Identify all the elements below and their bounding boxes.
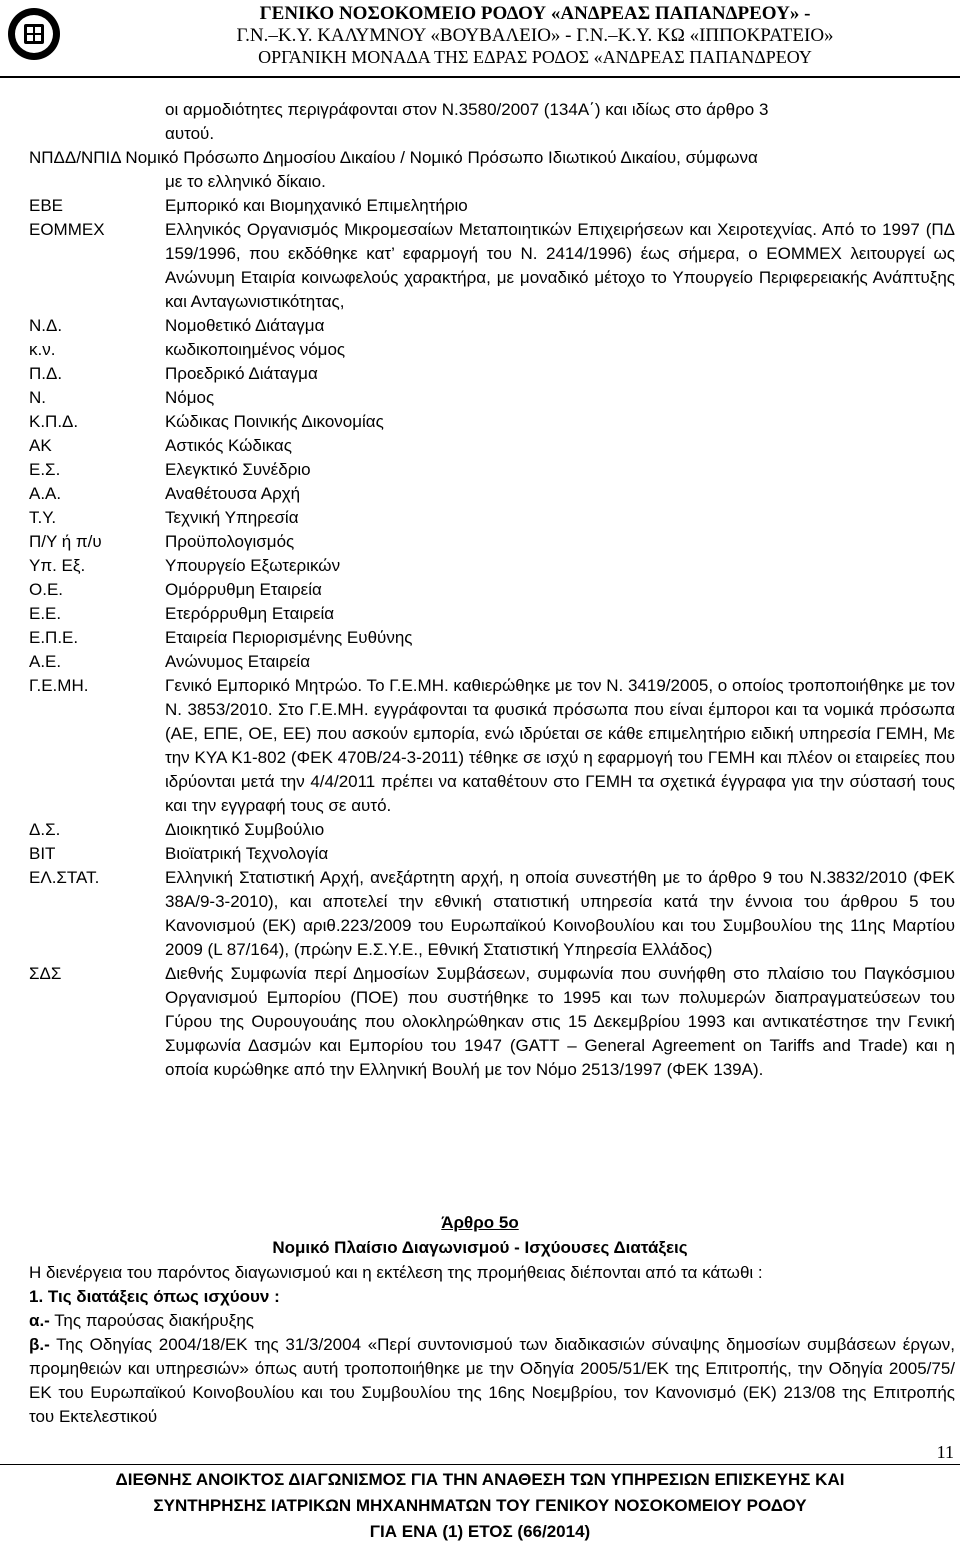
abbr-term: Ε.Ε. xyxy=(29,604,62,623)
abbr-row xyxy=(0,386,960,410)
abbr-definition-cont: με το ελληνικό δίκαιο. xyxy=(165,172,326,191)
abbr-term: Τ.Υ. xyxy=(29,508,57,527)
abbr-term: ΕΒΕ xyxy=(29,196,64,215)
abbr-row xyxy=(0,458,960,482)
abbr-term: ΕΟΜΜΕΧ xyxy=(29,220,105,239)
article-number: Άρθρο 5ο xyxy=(441,1213,519,1232)
abbr-row xyxy=(0,578,960,602)
footer-line-1: ΔΙΕΘΝΗΣ ΑΝΟΙΚΤΟΣ ΔΙΑΓΩΝΙΣΜΟΣ ΓΙΑ ΤΗΝ ΑΝΑΘΕΣΗ ΤΩΝ ΥΠΗΡΕΣΙΩΝ ΕΠΙΣΚΕΥΗΣ ΚΑΙ xyxy=(115,1470,845,1489)
abbr-term: ΣΔΣ xyxy=(29,964,62,983)
abbr-row xyxy=(0,410,960,434)
abbr-term: Γ.Ε.ΜΗ. xyxy=(29,676,89,695)
abbr-term: ΕΛ.ΣΤΑΤ. xyxy=(29,868,100,887)
abbr-definition: Υπουργείο Εξωτερικών xyxy=(165,556,341,575)
item-a-label: α.- xyxy=(29,1311,50,1330)
abbr-definition: Νομικό Πρόσωπο Δημοσίου Δικαίου / Νομικό Πρόσωπο Ιδιωτικού Δικαίου, σύμφωνα xyxy=(125,148,758,167)
article-body xyxy=(29,1261,955,1429)
article-title: Νομικό Πλαίσιο Διαγωνισμού - Ισχύουσες Διατάξεις xyxy=(272,1238,688,1257)
abbr-definition: Αστικός Κώδικας xyxy=(165,436,292,455)
item-a-text: Της παρούσας διακήρυξης xyxy=(49,1311,254,1330)
abbr-definition: Βιοϊατρική Τεχνολογία xyxy=(165,844,329,863)
abbr-term: Υπ. Εξ. xyxy=(29,556,86,575)
abbr-term: ΝΠΔΔ/ΝΠΙΔ xyxy=(29,148,121,167)
abbr-term: Ο.Ε. xyxy=(29,580,64,599)
abbr-row xyxy=(0,218,960,314)
abbr-term: Π.Δ. xyxy=(29,364,63,383)
abbr-definition: Διεθνής Συμφωνία περί Δημοσίων Συμβάσεων, συμφωνία που συνήφθη στο πλαίσιο του Παγκόσμιου Οργανισμού Εμπορίου (ΠΟΕ) που συστήθηκε το 1995 και των πολυμερών διαπραγματεύσεων του Γύρου της Ουρουγουάης που ολοκληρώθηκαν στις 15 Δεκεμβρίου 1993 και αντικατέστησε την Γενική Συμφωνία Δασμών και Εμπορίου του 1947 (GATT – General Agreement on Tariffs and Trade) και η οποία κυρώθηκε από την Ελληνική Βουλή με τον Νόμο 2513/1997 (ΦΕΚ 139Α). xyxy=(165,964,955,1079)
footer-divider xyxy=(0,1464,960,1465)
abbr-items xyxy=(0,194,960,1082)
item-b-label: β.- xyxy=(29,1335,50,1354)
abbr-definition: Τεχνική Υπηρεσία xyxy=(165,508,299,527)
abbr-row-npdd xyxy=(0,146,960,194)
intro-line-1: οι αρμοδιότητες περιγράφονται στον Ν.3580/2007 (134Α΄) και ιδίως στο άρθρο 3 xyxy=(165,100,769,119)
abbr-term: Ε.Π.Ε. xyxy=(29,628,79,647)
abbr-term: Ε.Σ. xyxy=(29,460,61,479)
item-b-text: Της Οδηγίας 2004/18/ΕΚ της 31/3/2004 «Περί συντονισμού των διαδικασιών σύναψης δημοσίων συμβάσεων έργων, προμηθειών και υπηρεσιών» όπως αυτή τροποποιήθηκε με την Οδηγία 2005/51/ΕΚ της Επιτροπής, την Οδηγία 2005/75/ΕΚ του Ευρωπαϊκού Κοινοβουλίου και του Συμβουλίου της 16ης Νοεμβρίου, τον Κανονισμό (ΕΚ) 213/08 της Επιτροπής του Εκτελεστικού xyxy=(29,1335,955,1426)
abbr-row xyxy=(0,626,960,650)
abbr-definition: Νόμος xyxy=(165,388,215,407)
abbr-row xyxy=(0,674,960,818)
abbr-definition: Εταιρεία Περιορισμένης Ευθύνης xyxy=(165,628,413,647)
item-a xyxy=(29,1309,955,1333)
abbr-row xyxy=(0,506,960,530)
article-intro: Η διενέργεια του παρόντος διαγωνισμού και η εκτέλεση της προμήθειας διέπονται από τα κάτωθι : xyxy=(29,1263,763,1282)
abbr-row xyxy=(0,482,960,506)
abbr-term: κ.ν. xyxy=(29,340,56,359)
abbr-row xyxy=(0,842,960,866)
abbr-definition: Ανώνυμος Εταιρεία xyxy=(165,652,311,671)
abbr-definition: Νομοθετικό Διάταγμα xyxy=(165,316,325,335)
footer-line-2: ΣΥΝΤΗΡΗΣΗΣ ΙΑΤΡΙΚΩΝ ΜΗΧΑΝΗΜΑΤΩΝ ΤΟΥ ΓΕΝΙΚΟΥ ΝΟΣΟΚΟΜΕΙΟΥ ΡΟΔΟΥ xyxy=(153,1496,807,1515)
page-number: 11 xyxy=(936,1442,954,1462)
abbr-row xyxy=(0,338,960,362)
header-line-2: Γ.Ν.–Κ.Υ. ΚΑΛΥΜΝΟΥ «ΒΟΥΒΑΛΕΙΟ» - Γ.Ν.–Κ.Υ. ΚΩ «ΙΠΠΟΚΡΑΤΕΙΟ» xyxy=(236,25,834,46)
abbr-term: Π/Υ ή π/υ xyxy=(29,532,102,551)
footer-line-3: ΓΙΑ ΕΝΑ (1) ΕΤΟΣ (66/2014) xyxy=(369,1522,591,1541)
abbr-row xyxy=(0,314,960,338)
intro-row xyxy=(0,98,960,146)
abbr-row xyxy=(0,962,960,1082)
abbr-row xyxy=(0,530,960,554)
abbr-definition: Ελληνικός Οργανισμός Μικρομεσαίων Μεταποιητικών Επιχειρήσεων και Χειροτεχνίας. Από το 1997 (ΠΔ 159/1996, που εκδόθηκε κατ’ εφαρμογή του Ν. 2414/1996) έως σήμερα, ο ΕΟΜΜΕΧ λειτουργεί ως Ανώνυμη Εταιρία κοινωφελούς χαρακτήρα, με μοναδικό μέτοχο το Υπουργείο Περιφερειακής Ανάπτυξης και Ανταγωνιστικότητας, xyxy=(165,220,955,311)
abbr-definition: κωδικοποιημένος νόμος xyxy=(165,340,346,359)
hospital-logo-icon xyxy=(6,6,62,62)
header-line-1: ΓΕΝΙΚΟ ΝΟΣΟΚΟΜΕΙΟ ΡΟΔΟΥ «ΑΝΔΡΕΑΣ ΠΑΠΑΝΔΡΕΟΥ» - xyxy=(259,3,811,24)
section-heading: 1. Τις διατάξεις όπως ισχύουν : xyxy=(29,1287,280,1306)
abbr-row xyxy=(0,554,960,578)
abbr-definition: Γενικό Εμπορικό Μητρώο. Το Γ.Ε.ΜΗ. καθιερώθηκε με τον Ν. 3419/2005, ο οποίος τροποποιήθηκε με τον Ν. 3853/2010. Στο Γ.Ε.ΜΗ. εγγράφονται τα φυσικά πρόσωπα που είναι έμποροι και τα νομικά πρόσωπα (ΑΕ, ΕΠΕ, ΟΕ, ΕΕ) που ασκούν εμπορία, ενώ ιδρύεται σε κάθε επιμελητήριο ειδική υπηρεσία ΓΕΜΗ, Με την ΚΥΑ Κ1-802 (ΦΕΚ 470Β/24-3-2011) τέθηκε σε ισχύ η εφαρμογή του ΓΕΜΗ και πλέον οι εταιρείες που ιδρύονται μετά την 4/4/2011 πρέπει να καταθέτουν στο ΓΕΜΗ τα σχετικά έγγραφα για την σύστασή τους και την εγγραφή τους σε αυτό. xyxy=(165,676,955,815)
abbr-term: Ν.Δ. xyxy=(29,316,63,335)
abbr-row xyxy=(0,362,960,386)
abbreviation-list xyxy=(0,98,960,1082)
abbr-term: Δ.Σ. xyxy=(29,820,61,839)
abbr-row xyxy=(0,434,960,458)
abbr-definition: Αναθέτουσα Αρχή xyxy=(165,484,301,503)
header-divider xyxy=(0,76,960,78)
abbr-row xyxy=(0,602,960,626)
abbr-definition: Κώδικας Ποινικής Δικονομίας xyxy=(165,412,384,431)
abbr-definition: Εμπορικό και Βιομηχανικό Επιμελητήριο xyxy=(165,196,468,215)
abbr-definition: Προεδρικό Διάταγμα xyxy=(165,364,318,383)
abbr-row xyxy=(0,866,960,962)
abbr-row xyxy=(0,650,960,674)
abbr-definition: Ομόρρυθμη Εταιρεία xyxy=(165,580,322,599)
abbr-definition: Ετερόρρυθμη Εταιρεία xyxy=(165,604,335,623)
abbr-definition: Ελεγκτικό Συνέδριο xyxy=(165,460,311,479)
abbr-row xyxy=(0,194,960,218)
abbr-definition: Προϋπολογισμός xyxy=(165,532,295,551)
item-b xyxy=(29,1333,955,1429)
intro-line-2: αυτού. xyxy=(165,124,215,143)
abbr-row xyxy=(0,818,960,842)
abbr-term: Α.Ε. xyxy=(29,652,62,671)
abbr-term: Ν. xyxy=(29,388,46,407)
abbr-term: Κ.Π.Δ. xyxy=(29,412,79,431)
abbr-term: ΒΙΤ xyxy=(29,844,56,863)
abbr-term: Α.Α. xyxy=(29,484,62,503)
abbr-definition: Ελληνική Στατιστική Αρχή, ανεξάρτητη αρχή, η οποία συνεστήθη με το άρθρο 9 του Ν.3832/2010 (ΦΕΚ 38Α/9-3-2010), και αποτελεί την εθνική στατιστική υπηρεσία κατά την έννοια του άρθρου 5 του Κανονισμού (ΕΚ) αριθ.223/2009 του Ευρωπαϊκού Κοινοβουλίου και του Συμβουλίου της 11ης Μαρτίου 2009 (L 87/164), (πρώην Ε.Σ.Υ.Ε., Εθνική Στατιστική Υπηρεσία Ελλάδος) xyxy=(165,868,955,959)
abbr-definition: Διοικητικό Συμβούλιο xyxy=(165,820,325,839)
abbr-term: ΑΚ xyxy=(29,436,52,455)
header-line-3: ΟΡΓΑΝΙΚΗ ΜΟΝΑΔΑ ΤΗΣ ΕΔΡΑΣ ΡΟΔΟΣ «ΑΝΔΡΕΑΣ ΠΑΠΑΝΔΡΕΟΥ xyxy=(258,47,812,67)
